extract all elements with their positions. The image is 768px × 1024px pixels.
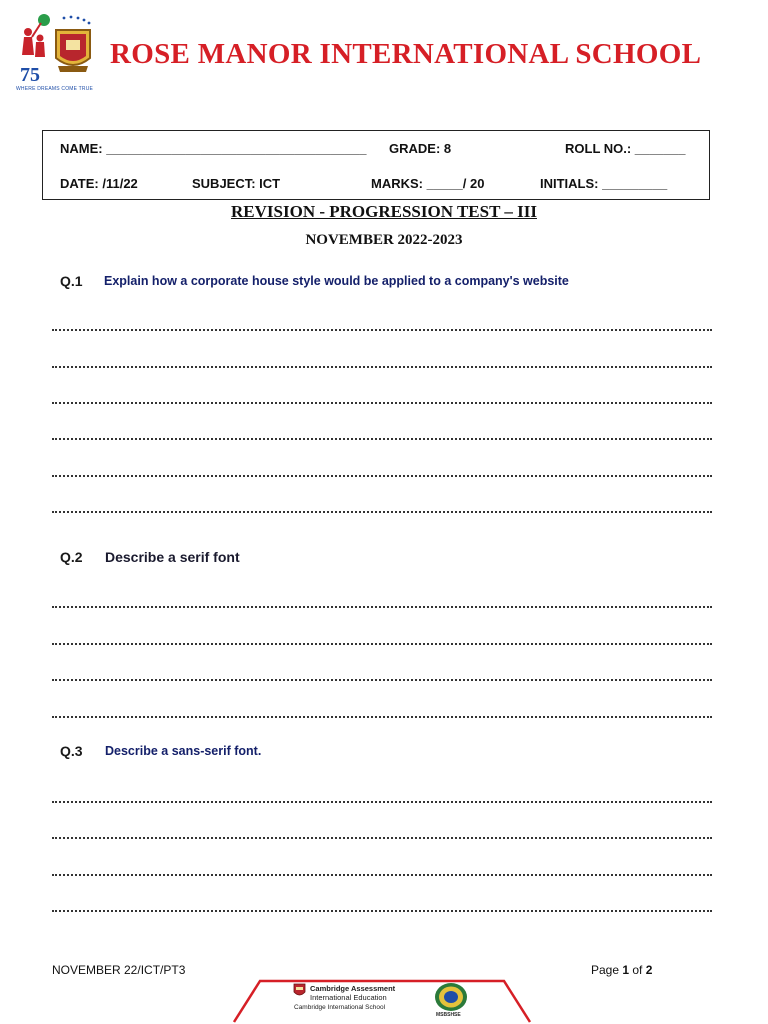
answer-line[interactable] bbox=[52, 511, 712, 513]
answer-line[interactable] bbox=[52, 329, 712, 331]
document-code: NOVEMBER 22/ICT/PT3 bbox=[52, 963, 186, 977]
cambridge-line-2: International Education bbox=[310, 993, 387, 1002]
marks-field[interactable]: MARKS: _____/ 20 bbox=[371, 176, 485, 191]
question-1-number: Q.1 bbox=[60, 273, 83, 289]
answer-line[interactable] bbox=[52, 366, 712, 368]
answer-line[interactable] bbox=[52, 438, 712, 440]
page-of: of bbox=[629, 963, 646, 977]
question-2-text: Describe a serif font bbox=[105, 549, 240, 565]
page-prefix: Page bbox=[591, 963, 623, 977]
answer-line[interactable] bbox=[52, 874, 712, 876]
roll-number-field[interactable]: ROLL NO.: _______ bbox=[565, 141, 686, 156]
test-session: NOVEMBER 2022-2023 bbox=[305, 232, 463, 248]
cambridge-line-1: Cambridge Assessment bbox=[310, 984, 396, 993]
question-2-number: Q.2 bbox=[60, 549, 83, 565]
answer-line[interactable] bbox=[52, 402, 712, 404]
answer-line[interactable] bbox=[52, 643, 712, 645]
date-field[interactable]: DATE: /11/22 bbox=[60, 176, 138, 191]
cambridge-shield-icon bbox=[293, 983, 306, 999]
question-3-text: Describe a sans-serif font. bbox=[105, 744, 262, 758]
name-field[interactable]: NAME: ____________________________________ bbox=[60, 141, 367, 156]
initials-field[interactable]: INITIALS: _________ bbox=[540, 176, 668, 191]
question-3-number: Q.3 bbox=[60, 743, 83, 759]
answer-line[interactable] bbox=[52, 606, 712, 608]
subject-label: SUBJECT: ICT bbox=[192, 176, 281, 191]
answer-line[interactable] bbox=[52, 801, 712, 803]
answer-line[interactable] bbox=[52, 475, 712, 477]
grade-label: GRADE: 8 bbox=[389, 141, 452, 156]
answer-line[interactable] bbox=[52, 716, 712, 718]
page-current: 1 bbox=[622, 963, 630, 977]
page-total: 2 bbox=[645, 963, 653, 977]
school-name: ROSE MANOR INTERNATIONAL SCHOOL bbox=[110, 38, 702, 70]
question-1-text: Explain how a corporate house style would be applied to a company's website bbox=[104, 274, 569, 288]
page-number bbox=[591, 963, 652, 977]
test-title-text: REVISION - PROGRESSION TEST – III bbox=[231, 202, 537, 221]
test-title bbox=[0, 202, 768, 222]
badge-label: MSBSHSE bbox=[436, 1012, 461, 1018]
logo-anniversary-number: 75 bbox=[20, 64, 40, 86]
answer-line[interactable] bbox=[52, 837, 712, 839]
answer-line[interactable] bbox=[52, 910, 712, 912]
logo-tagline: WHERE DREAMS COME TRUE bbox=[16, 86, 94, 92]
cambridge-line-3: Cambridge International School bbox=[294, 1004, 386, 1011]
state-board-badge-icon bbox=[433, 982, 469, 1012]
answer-line[interactable] bbox=[52, 679, 712, 681]
